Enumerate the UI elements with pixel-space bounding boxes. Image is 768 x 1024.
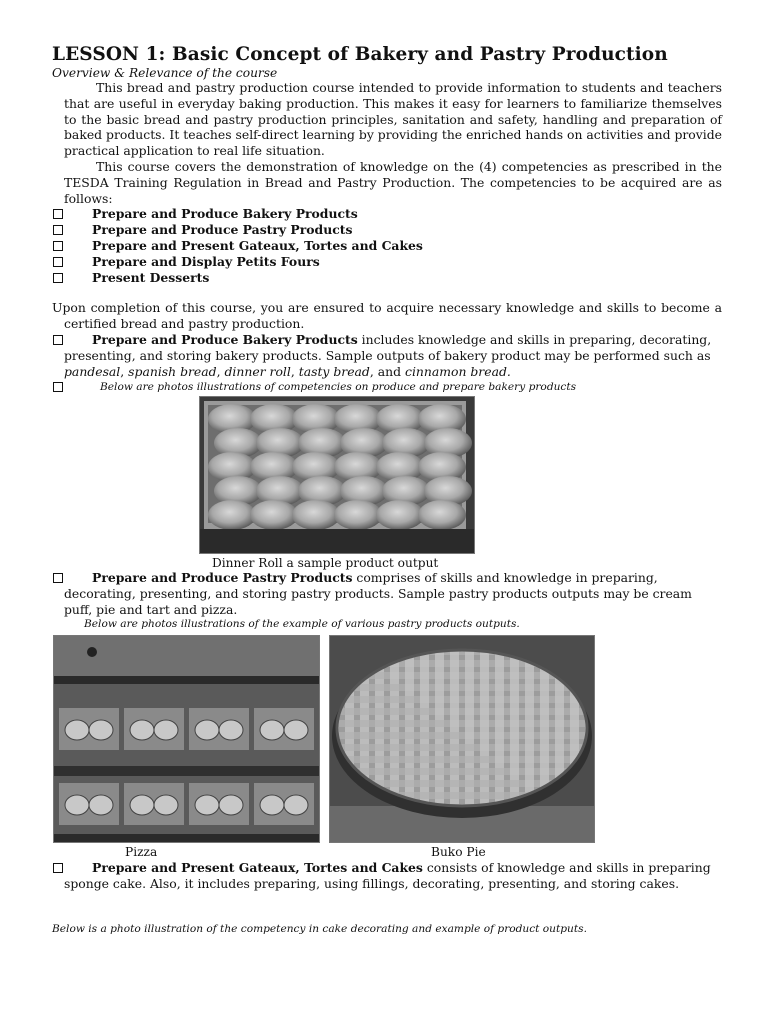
bakery-section: Prepare and Produce Bakery Products includes knowledge and skills in preparing, decorating, presenting, and storing bakery products. Sample outputs of bakery product may be performed such as pandesal, spanish bread, dinner roll, tasty bread, and cinnamon bread. <box>52 332 722 379</box>
lesson-subtitle: Overview & Relevance of the course <box>52 66 278 80</box>
bakery-photo-note: Below are photos illustrations of competencies on produce and prepare bakery products <box>100 381 577 394</box>
checkbox-bullet-icon <box>53 382 63 392</box>
checkbox-bullet-icon <box>53 209 63 219</box>
buko-pie-caption: Buko Pie <box>431 845 486 859</box>
completion-paragraph: Upon completion of this course, you are ensured to acquire necessary knowledge and skills to become a certified bread and pastry production. <box>52 300 722 332</box>
pastry-photo-note: Below are photos illustrations of the example of various pastry products outputs. <box>84 618 520 631</box>
competency-list <box>52 206 722 285</box>
list-item: Present Desserts <box>52 270 722 286</box>
checkbox-bullet-icon <box>53 573 63 583</box>
bakery-note-row <box>52 379 722 395</box>
dinner-roll-photo <box>199 396 475 554</box>
list-item: Prepare and Present Gateaux, Tortes and Cakes <box>52 238 722 254</box>
checkbox-bullet-icon <box>53 241 63 251</box>
pastry-section: Prepare and Produce Pastry Products comprises of skills and knowledge in preparing, decorating, presenting, and storing pastry products. Sample pastry products outputs may be cream puff, pie and tart and pizza. Below are photos illustrations of the example of various pastry products outputs. <box>52 570 722 630</box>
list-item: Prepare and Produce Pastry Products <box>52 222 722 238</box>
checkbox-bullet-icon <box>53 273 63 283</box>
cakes-heading: Prepare and Present Gateaux, Tortes and Cakes <box>92 860 423 875</box>
checkbox-bullet-icon <box>53 335 63 345</box>
list-item: Prepare and Produce Bakery Products <box>52 206 722 222</box>
pizza-photo <box>53 635 320 843</box>
lesson-page <box>52 44 722 395</box>
cakes-section: Prepare and Present Gateaux, Tortes and Cakes consists of knowledge and skills in preparing sponge cake. Also, it includes preparing, using fillings, decorating, presenting, and storing cakes. <box>52 860 722 892</box>
dinner-roll-caption: Dinner Roll a sample product output <box>212 556 439 570</box>
checkbox-bullet-icon <box>53 863 63 873</box>
checkbox-bullet-icon <box>53 257 63 267</box>
checkbox-bullet-icon <box>53 225 63 235</box>
lesson-title: LESSON 1: Basic Concept of Bakery and Pastry Production <box>52 44 668 65</box>
overview-paragraph: This bread and pastry production course intended to provide information to students and teachers that are useful in everyday baking production. This makes it easy for learners to familiarize themselves to the basic bread and pastry production principles, sanitation and safety, handling and preparation of baked products. It teaches self-direct learning by providing the enriched hands on activities and provide practical application to real life situation. <box>64 80 722 159</box>
competency-paragraph: This course covers the demonstration of knowledge on the (4) competencies as prescribed in the TESDA Training Regulation in Bread and Pastry Production. The competencies to be acquired are as follows: <box>64 158 722 206</box>
cake-photo-note: Below is a photo illustration of the competency in cake decorating and example of product outputs. <box>52 923 587 935</box>
bakery-heading: Prepare and Produce Bakery Products <box>92 331 358 347</box>
pastry-heading: Prepare and Produce Pastry Products <box>92 570 353 585</box>
pizza-caption: Pizza <box>125 845 158 859</box>
buko-pie-photo <box>329 635 595 843</box>
list-item: Prepare and Display Petits Fours <box>52 254 722 270</box>
